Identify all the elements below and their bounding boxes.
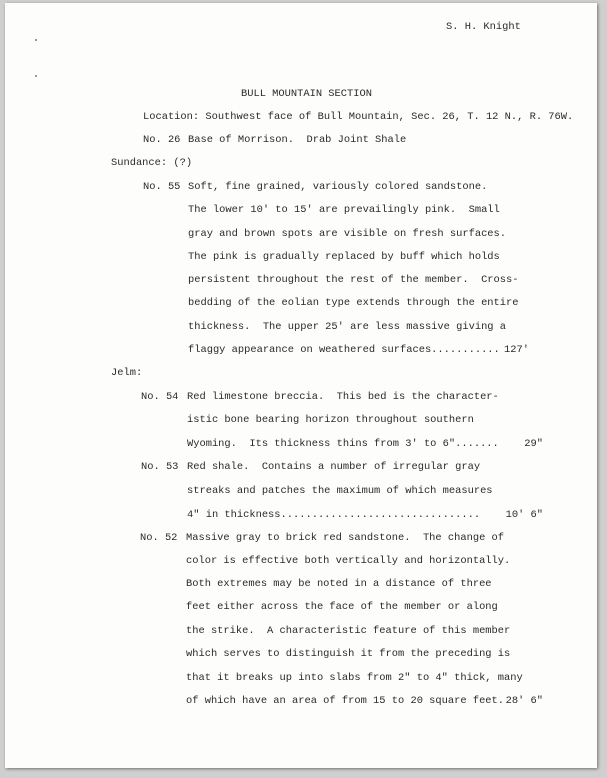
document-page: [5, 3, 597, 768]
base-unit-number: No. 26: [143, 134, 181, 146]
unit-52-thickness: 28' 6": [505, 695, 543, 707]
unit-53-line: streaks and patches the maximum of which measures: [187, 485, 493, 497]
unit-55-line: The pink is gradually replaced by buff which holds: [188, 251, 500, 263]
unit-number-55: No. 55: [143, 181, 181, 193]
unit-53-thickness: 10' 6": [505, 509, 543, 521]
formation-heading-sundance: Sundance: (?): [111, 157, 193, 169]
scan-speck: [35, 39, 37, 41]
unit-55-line: Soft, fine grained, variously colored sandstone.: [188, 181, 488, 193]
formation-heading-jelm: Jelm:: [111, 367, 143, 379]
unit-52-line: Both extremes may be noted in a distance of three: [186, 578, 492, 590]
author-name: S. H. Knight: [446, 21, 521, 33]
unit-number-52: No. 52: [140, 532, 178, 544]
unit-52-line: of which have an area of from 15 to 20 square feet.: [186, 695, 505, 707]
unit-54-thickness: 29": [524, 438, 543, 450]
unit-55-line: flaggy appearance on weathered surfaces...........: [188, 344, 500, 356]
location-line: Location: Southwest face of Bull Mountain, Sec. 26, T. 12 N., R. 76W.: [143, 111, 574, 123]
unit-52-line: which serves to distinguish it from the preceding is: [186, 648, 511, 660]
unit-55-line: The lower 10' to 15' are prevailingly pink. Small: [188, 204, 500, 216]
unit-number-54: No. 54: [141, 391, 179, 403]
unit-55-line: thickness. The upper 25' are less massive giving a: [188, 321, 507, 333]
unit-55-line: gray and brown spots are visible on fresh surfaces.: [188, 228, 507, 240]
unit-52-line: the strike. A characteristic feature of this member: [186, 625, 511, 637]
base-unit-text: Base of Morrison. Drab Joint Shale: [188, 134, 407, 146]
unit-54-line: Red limestone breccia. This bed is the character-: [187, 391, 499, 403]
unit-55-line: bedding of the eolian type extends through the entire: [188, 297, 519, 309]
unit-53-line: Red shale. Contains a number of irregular gray: [187, 461, 481, 473]
unit-53-line: 4" in thickness................................: [187, 509, 481, 521]
scan-speck: [35, 75, 37, 77]
unit-52-line: that it breaks up into slabs from 2" to 4" thick, many: [186, 672, 523, 684]
unit-54-line: istic bone bearing horizon throughout southern: [187, 414, 474, 426]
unit-number-53: No. 53: [141, 461, 179, 473]
unit-52-line: feet either across the face of the member or along: [186, 601, 498, 613]
unit-55-thickness: 127': [504, 344, 529, 356]
unit-55-line: persistent throughout the rest of the member. Cross-: [188, 274, 519, 286]
section-title: BULL MOUNTAIN SECTION: [241, 88, 372, 100]
unit-52-line: Massive gray to brick red sandstone. The change of: [186, 532, 505, 544]
unit-54-line: Wyoming. Its thickness thins from 3' to 6".......: [187, 438, 499, 450]
unit-52-line: color is effective both vertically and horizontally.: [186, 555, 511, 567]
